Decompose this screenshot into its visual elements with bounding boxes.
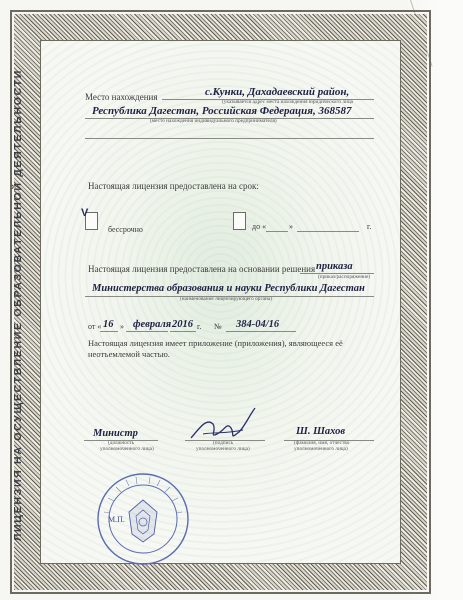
date-close: » xyxy=(120,322,124,331)
location-line2: Республика Дагестан, Российская Федерация, 368587 xyxy=(92,105,352,117)
until-day-rule xyxy=(266,231,288,232)
basis-doc-type-caption: (приказ/распоряжение) xyxy=(318,274,371,280)
basis-label: Настоящая лицензия предоставлена на основании решения xyxy=(88,264,316,274)
until-middle: » xyxy=(289,222,293,231)
signatory-name: Ш. Шахов xyxy=(296,426,346,437)
date-month-rule xyxy=(126,331,168,332)
indefinite-label: бессрочно xyxy=(108,225,143,234)
official-seal xyxy=(96,472,190,566)
location-line1: с.Кунки, Дахадаевский район, xyxy=(205,86,350,98)
date-day-rule xyxy=(100,331,118,332)
name-caption-1: (фамилия, имя, отчество xyxy=(294,440,350,446)
until-checkbox xyxy=(233,212,246,230)
side-title-text: ЛИЦЕНЗИЯ НА ОСУЩЕСТВЛЕНИЕ ОБРАЗОВАТЕЛЬНОЙ ДЕЯТЕЛЬНОСТИ xyxy=(12,68,24,542)
seal-mp-text: М.П. xyxy=(108,515,125,524)
term-label: Настоящая лицензия предоставлена на срок: xyxy=(88,181,259,191)
position-caption-2: уполномоченного лица) xyxy=(100,446,154,452)
appendix-text-2: неотъемлемой частью. xyxy=(88,349,170,359)
date-year-rule xyxy=(170,331,196,332)
name-caption-2: уполномоченного лица) xyxy=(294,446,348,452)
location-line1-caption: (указывается адрес места нахождения юридического лица xyxy=(222,99,354,105)
location-label: Место нахождения xyxy=(85,92,158,102)
basis-authority-caption: (наименование лицензирующего органа) xyxy=(180,296,272,302)
until-suffix: г. xyxy=(367,222,372,231)
location-line2-caption: (место нахождения индивидуального предпринимателя) xyxy=(150,118,277,124)
indefinite-checkmark: V xyxy=(81,207,89,219)
order-number: 384-04/16 xyxy=(236,319,280,330)
signatory-position: Министр xyxy=(93,428,138,439)
date-day: 16 xyxy=(103,319,114,330)
until-prefix: до « xyxy=(252,222,267,231)
signature-caption-1: (подпись xyxy=(213,440,234,446)
until-month-rule xyxy=(297,231,359,232)
date-year: 2016 xyxy=(172,319,193,330)
signature-caption-2: уполномоченного лица) xyxy=(196,446,250,452)
date-month: февраля xyxy=(133,319,172,330)
date-year-suffix: г. xyxy=(197,322,202,331)
side-title xyxy=(8,40,28,570)
basis-authority: Министерства образования и науки Республики Дагестан xyxy=(92,283,365,294)
position-caption-1: (должность xyxy=(108,440,135,446)
order-number-rule xyxy=(226,331,296,332)
date-from: от « xyxy=(88,322,102,331)
basis-doc-type: приказа xyxy=(316,261,353,272)
number-sign: № xyxy=(214,322,222,331)
appendix-text-1: Настоящая лицензия имеет приложение (приложения), являющееся её xyxy=(88,338,343,348)
blank-rule-1 xyxy=(85,138,374,139)
